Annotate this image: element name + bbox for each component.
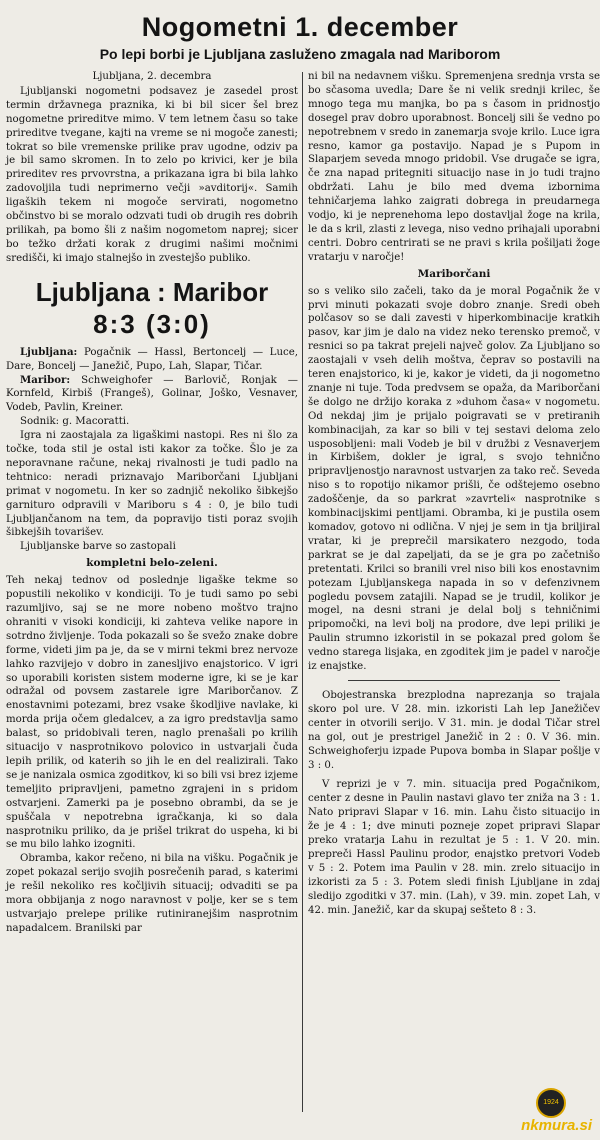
article-headline: Nogometni 1. december bbox=[141, 12, 459, 42]
paragraph: ni bil na nedavnem višku. Spremenjena srednja vrsta se bo sčasoma uvedla; Dare še ni velik srednji krilec, še mnogo tega mu manjka, bo pa s časom in pridnostjo dosegel prav dobro uporabnost. Boncelj sili še vedno po nepotrebnem v sredo in zanemarja svoje krilo. Luce igra resno, kamor ga postavijo. Napad je s Pupom in Slaparjem seveda mnogo pridobil. Vse drugače se igra, če zna napad pritegniti situacijo nase in jo tudi trajno obdržati. Lahu je bilo med dvema izbornima tehničarjema lahko zaigrati dobrega in preudarnega vodjo, ki je neprenehoma lepo dostavljal žoge na krila, le da s kril, zlasti z levega, niso vedno prihajali uporabni centri. Dobro centrirati se ne pravi s krila pošiljati žoge vratarju v naročje! bbox=[308, 71, 600, 263]
paragraph: Igra ni zaostajala za ligaškimi nastopi. Res ni šlo za točke, toda stil je ostal isti kakor za točke. Šlo je za neporavnane račune, nekaj rivalnosti je tudi padlo na tehtnico: neradi priznavajo Mariborčani Ljubljani primat v nogometu. In ker so zadnjič nekoliko šibkejšo garnituro odpravili v Mariboru s 4 : 0, je bilo tudi Ljubljančanom na tem, da popravijo tisti poraz svojih šibkejših tovarišev. bbox=[6, 430, 298, 539]
referee-label: Sodnik: bbox=[20, 416, 60, 428]
paragraph: so s veliko silo začeli, tako da je moral Pogačnik že v prvi minuti pokazati svoje dobro znanje. Sredi obeh polčasov so se dali zavesti v hiperkombinacije kratkih pasov, kar jim je dalo na videz neko terensko premoč, v resnici so pa takrat prejeli največ golov. Za Ljubljano so zaostajali v vseh delih moštva, čeprav so postavili na teren enajstorico, ki je, kakor je videti, da ji nogometno znanje ni tuje. Toda predvsem se opaža, da Mariborčani še dolgo ne držijo koraka z »duhom časa« v nogometu. Od nekdaj jim je prijalo poigravati se v pretiranih kombinacijah, za kar so bili v tej sestavi deloma zelo usposobljeni: mali Vodeb je bil v družbi z Vesnaverjem in Kirbišem, dokler je igral, s svojo tehnično pripravljenostjo naravnost ustvarjen za tako reč. Seveda niso s to ropotijo nikamor prišli, če odštejemo osebno zadoščenje, da so parkrat »zavrteli« nasprotnike s kombinacijskimi pentljami. Obramba, ki je pustila osem komadov, gotovo ni odlična. V njej je sem in tja briljiral vratar, ki je preprečil marsikatero nezgodo, toda parkrat se je dal zapeljati, da se je gra po začetnišo pretentati. Krilci so branili vrel niso bili kos enostavnim potezam Ljubljanskega napada in so v defenzivnem pogledu povsem zatajili. Napad se je trudil, kolikor je mogel, na desni strani je delal bolj s tehničnimi pripomočki, na levi bolj na prodore, dve lepi priliki je Paulin strumno izkoristil in se pokazal pred golom še vedno starega lisjaka, en zgoditek jim je padel v naročje iz enajstke. bbox=[308, 285, 600, 673]
right-column bbox=[308, 70, 600, 917]
article-subheadline: Po lepi borbi je Ljubljana zasluženo zmagala nad Mariborom bbox=[99, 46, 501, 62]
lineup-maribor bbox=[6, 374, 298, 416]
paragraph: Ljubljanske barve so zastopali bbox=[20, 541, 176, 553]
watermark-text: nkmura.si bbox=[521, 1117, 592, 1134]
referee-line bbox=[6, 415, 298, 429]
column-divider bbox=[302, 72, 303, 1112]
club-emblem-icon: 1924 bbox=[536, 1088, 566, 1118]
referee-name: g. Macoratti. bbox=[62, 416, 130, 428]
paragraph: Obojestranska brezplodna naprezanja so trajala skoro pol ure. V 28. min. izkoristi Lah lep Janežičev center in otvorili serijo. V 31. min. je dodal Tičar strel na gol, out je prestrigel Janežič in 2 : 0. V 36. min. Schweighoferju izpade Pupova bomba in Slapar pošlje v 3 : 0. bbox=[308, 689, 600, 771]
separator-rule bbox=[348, 680, 560, 681]
section-heading: Mariborčani bbox=[417, 267, 491, 280]
match-title: Ljubljana : Maribor bbox=[35, 276, 269, 307]
dateline: Ljubljana, 2. decembra bbox=[92, 71, 212, 82]
lineup-maribor-players: Schweighofer — Barlovič, Ronjak — Kornfeld, Kirbiš (Frangeš), Golinar, Joško, Vesnaver, Vodeb, Pavlin, Kreiner. bbox=[6, 374, 298, 414]
section-heading: kompletni belo-zeleni. bbox=[86, 557, 218, 570]
left-column bbox=[6, 70, 298, 936]
lineup-ljubljana-players: Pogačnik — Hassl, Bertoncelj — Luce, Dare, Boncelj — Janežič, Pupo, Lah, Slapar, Tičar. bbox=[6, 346, 298, 372]
lineup-ljubljana-label: Ljubljana: bbox=[20, 345, 78, 358]
paragraph: Teh nekaj tednov od poslednje ligaške tekme so popustili nekoliko v kondiciji. To je tudi samo po sebi razumljivo, saj se ne more nobeno moštvo trajno ohraniti v visoki kondiciji, ki zahteva velike napore in sotrdno življenje. Toda pokazali so še svežo znake dobre forme, videti jim pa je, da se v mirni tekmi brez nervoze lahko razvijejo v dobro in zanesljivo enajstorico. V igri so uporabili koristen sistem moderne igre, ki se je kar odražal od povsem zastarele igre Mariborčanov. Z enostavnimi potezami, brez vsake škodljive navlake, ki morda prija očem gledalcev, a za igro predstavlja samo balast, so pridobivali teren, naglo prenašali po krilih situacijo v nasprotnikovo polovico in ustvarjali čuda lepih prilik, od katerih so jih le en del realizirali. Tako se je nanizala osmica zgoditkov, ki so bili vsi brez izjeme temeljito pripravljeni, pametno zgrajeni in s pridom ostvarjeni. Zamerki pa je posebno obrambi, da se je spuščala v nepotrebna igračkanja, ki so dala nasprotniku priliko, da je prišel trikrat do uspeha, ki bi se mu bilo lahko izogniti. bbox=[6, 575, 298, 851]
paragraph: Obramba, kakor rečeno, ni bila na višku. Pogačnik je zopet pokazal serijo svojih posrečenih parad, s katerimi je rešil nekoliko res kočljivih situacij; odvaditi se pa mora obbijanja z nogo naravnost v polje, ker se s tem ustvarjajo prelepe prilike rutiniranejšim nasprotnim napadalcem. Branilski par bbox=[6, 853, 298, 934]
intro-paragraph: Ljubljanski nogometni podsavez je zasedel prost termin državnega praznika, ki bi bil sicer šel brez nogometne prireditve mimo. V tem letnem času so take prireditve tvegane, kajti na vreme se ni mogoče zanesti; tokrat so bile vremenske prilike prav ugodne, odziv pa je bil samo skromen. In to zelo po krivici, ker je bila prireditev res prvovrstna, a prikazana igra bi bila lahko zadovoljila tudi neprimerno večji »avditorij«. Samih ligaških tekem ni mogoče servirati, nogometno občinstvo bi se moralo odzvati tudi ob drugih res dobrih prilikah, pa bomo šli z našim nogometom naprej; sicer bo težko držati korak z drugimi našimi močnimi središči, ki imajo stalnejšo in zvestejšo publiko. bbox=[6, 85, 298, 264]
watermark-logo bbox=[497, 1088, 592, 1134]
match-score: 8:3 (3:0) bbox=[93, 308, 211, 339]
paragraph: V reprizi je v 7. min. situacija pred Pogačnikom, center z desne in Paulin nastavi glavo ter zniža na 3 : 1. Nato pripravi Slapar v 16. min. Lahu čisto situacijo in že je 4 : 1; dve minuti pozneje zopet pripravi Slapar preko vratarja Lahu in rezultat je 5 : 1. V 20. min. prepreči Hassl Paulinu prodor, enajstko pretvori Vodeb v 5 : 2. Potem ima Paulin v 28. min. zrelo situacijo in izkoristi za 5 : 3. Potem sledi finish Ljubljane in zdaj sledijo zgoditki v 37. min. (Lah), v 39. min. zopet Lah, v 42. min. Janežič, kar da skupaj sešteto 8 : 3. bbox=[308, 779, 600, 916]
lineup-ljubljana bbox=[6, 346, 298, 374]
lineup-maribor-label: Maribor: bbox=[20, 373, 71, 386]
